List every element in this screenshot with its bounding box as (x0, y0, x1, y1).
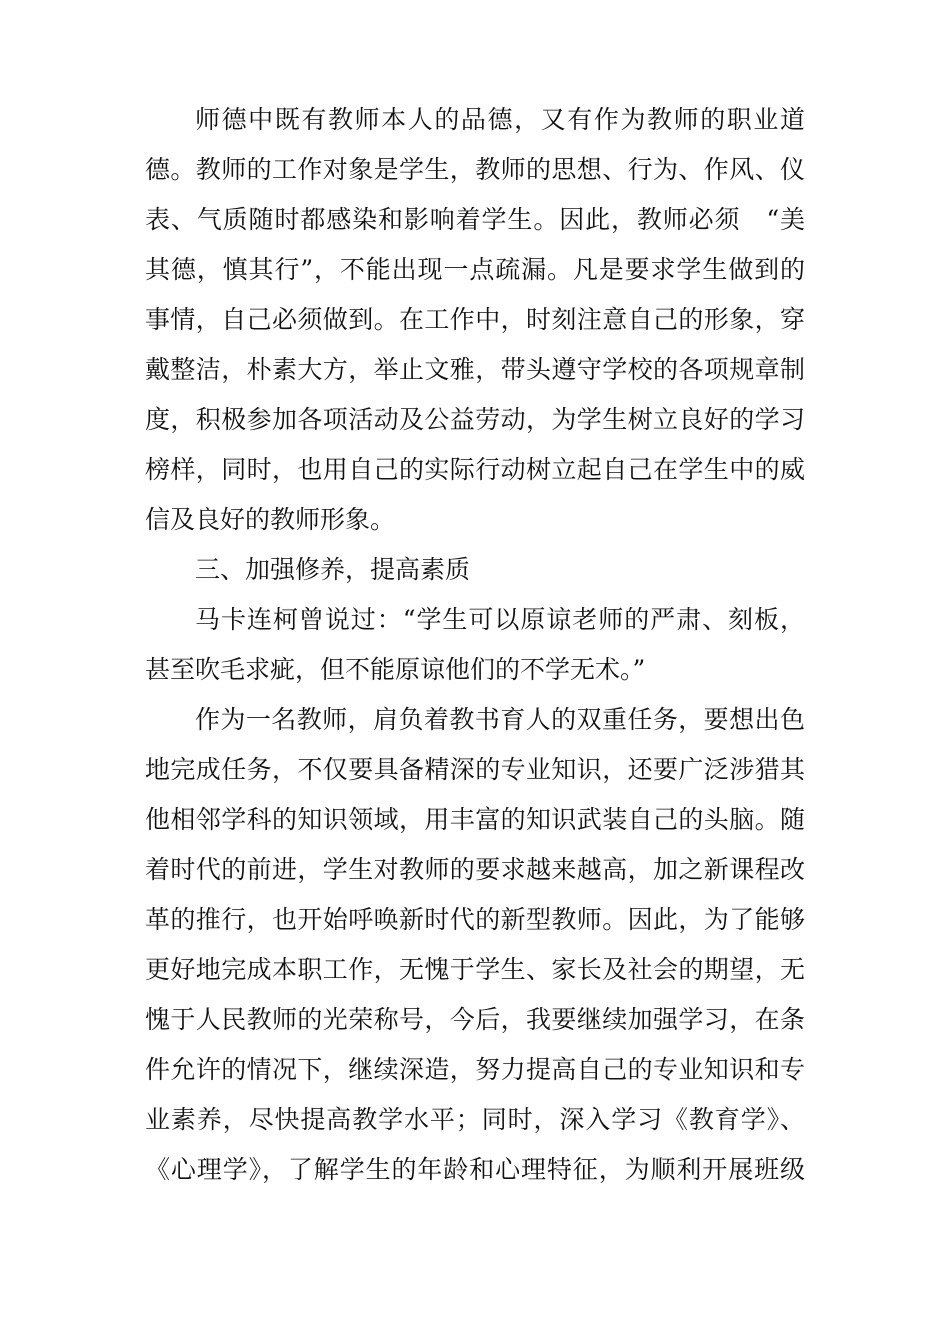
text-line: 《心理学》，了解学生的年龄和心理特征，为顺利开展班级 (145, 1155, 805, 1184)
text-line: 表、气质随时都感染和影响着学生。因此，教师必须 “美 (145, 205, 805, 234)
text-line: 德。教师的工作对象是学生，教师的思想、行为、作风、仪 (145, 155, 805, 184)
text-line: 其德，慎其行”，不能出现一点疏漏。凡是要求学生做到的 (145, 255, 805, 284)
text-line: 马卡连柯曾说过：“学生可以原谅老师的严肃、刻板， (195, 605, 805, 634)
text-line: 师德中既有教师本人的品德，又有作为教师的职业道 (195, 105, 805, 134)
text-line: 地完成任务，不仅要具备精深的专业知识，还要广泛涉猎其 (145, 755, 805, 784)
text-line: 信及良好的教师形象。 (145, 505, 396, 534)
text-line: 作为一名教师，肩负着教书育人的双重任务，要想出色 (195, 705, 805, 734)
text-line: 更好地完成本职工作，无愧于学生、家长及社会的期望，无 (145, 955, 805, 984)
text-line: 革的推行，也开始呼唤新时代的新型教师。因此，为了能够 (145, 905, 805, 934)
text-line: 榜样，同时，也用自己的实际行动树立起自己在学生中的威 (145, 455, 805, 484)
text-line: 愧于人民教师的光荣称号，今后，我要继续加强学习，在条 (145, 1005, 805, 1034)
text-line: 戴整洁，朴素大方，举止文雅，带头遵守学校的各项规章制 (145, 355, 805, 384)
text-line: 事情，自己必须做到。在工作中，时刻注意自己的形象，穿 (145, 305, 805, 334)
text-line: 件允许的情况下，继续深造，努力提高自己的专业知识和专 (145, 1055, 805, 1084)
text-line: 度，积极参加各项活动及公益劳动，为学生树立良好的学习 (145, 405, 805, 434)
body-text (145, 95, 805, 1195)
text-line: 着时代的前进，学生对教师的要求越来越高，加之新课程改 (145, 855, 805, 884)
text-line: 业素养，尽快提高教学水平；同时，深入学习《教育学》、 (145, 1105, 805, 1134)
text-line: 甚至吹毛求疵，但不能原谅他们的不学无术。” (145, 655, 646, 684)
section-heading: 三、加强修养，提高素质 (195, 555, 471, 584)
text-line: 他相邻学科的知识领域，用丰富的知识武装自己的头脑。随 (145, 805, 805, 834)
